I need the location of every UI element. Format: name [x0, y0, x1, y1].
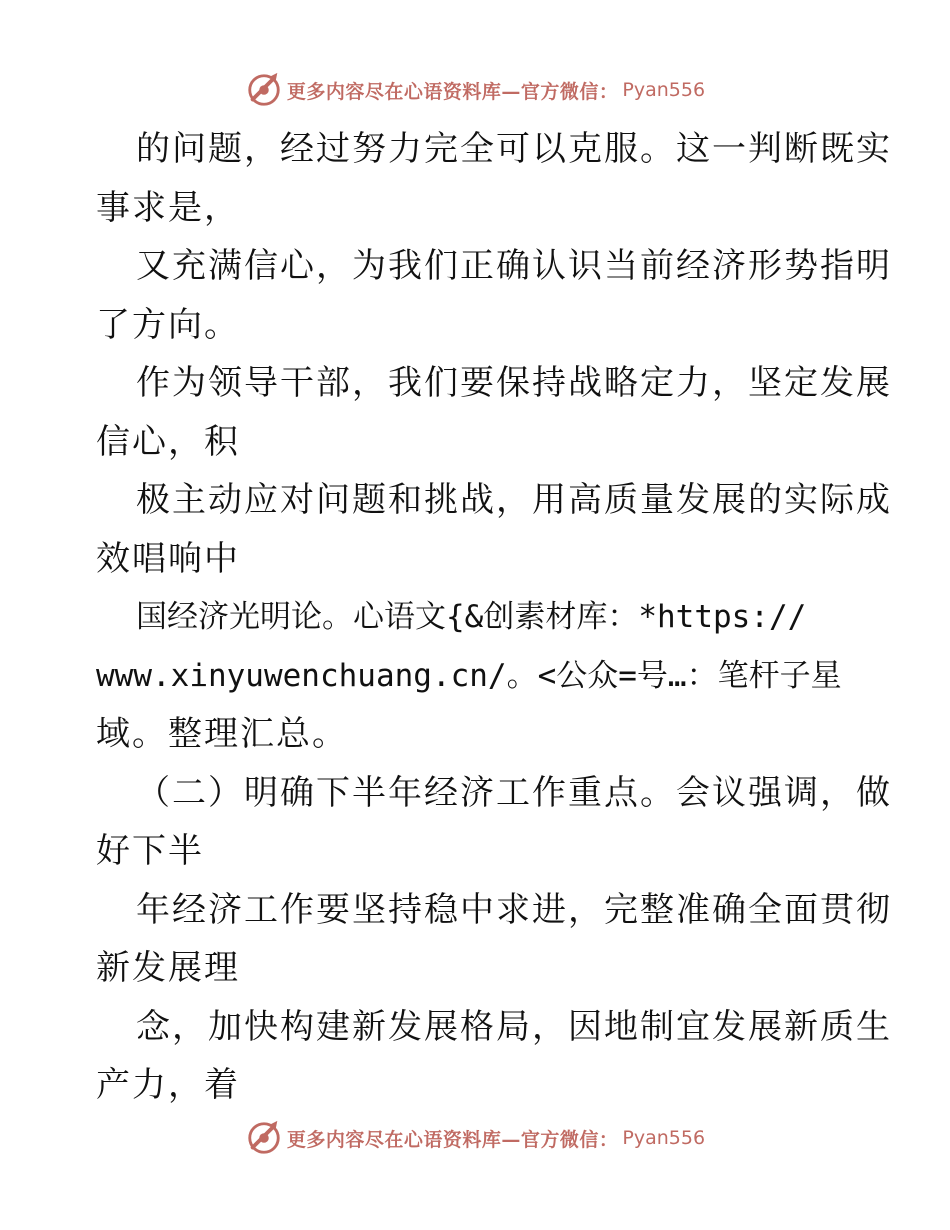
text-line: 作为领导干部，我们要保持战略定力，坚定发展	[136, 363, 892, 403]
text-line: 产力，着	[96, 1065, 240, 1105]
logo-icon	[245, 71, 283, 109]
logo-icon	[245, 1119, 283, 1157]
watermark-text: 更多内容尽在心语资料库—官方微信：	[286, 1128, 619, 1151]
text-line: www.xinyuwenchuang.cn/。<公众=号…：笔杆子星	[96, 657, 842, 694]
text-line: 极主动应对问题和挑战，用高质量发展的实际成	[136, 480, 892, 520]
text-line: 又充满信心，为我们正确认识当前经济形势指明	[136, 246, 892, 286]
text-line: 念，加快构建新发展格局，因地制宜发展新质生	[136, 1006, 892, 1047]
text-line: 年经济工作要坚持稳中求进，完整准确全面贯彻	[136, 889, 892, 930]
footer-watermark	[0, 1118, 950, 1158]
text-line: 了方向。	[96, 304, 240, 345]
text-line: 新发展理	[96, 948, 240, 988]
text-line: 的问题，经过努力完全可以克服。这一判断既实	[136, 129, 892, 169]
watermark-id: Pyan556	[622, 1127, 706, 1149]
text-line: 好下半	[96, 831, 204, 871]
text-line: 事求是，	[96, 187, 240, 228]
document-body	[96, 120, 892, 1115]
text-line: 效唱响中	[96, 538, 240, 579]
text-line: 国经济光明论。心语文{&创素材库：*https://	[136, 599, 807, 635]
text-line: 信心，积	[96, 421, 240, 462]
text-line: 域。整理汇总。	[96, 714, 348, 754]
text-line: （二）明确下半年经济工作重点。会议强调，做	[136, 772, 892, 813]
watermark-id: Pyan556	[622, 79, 706, 101]
watermark-text: 更多内容尽在心语资料库—官方微信：	[286, 80, 619, 103]
header-watermark	[0, 70, 950, 110]
